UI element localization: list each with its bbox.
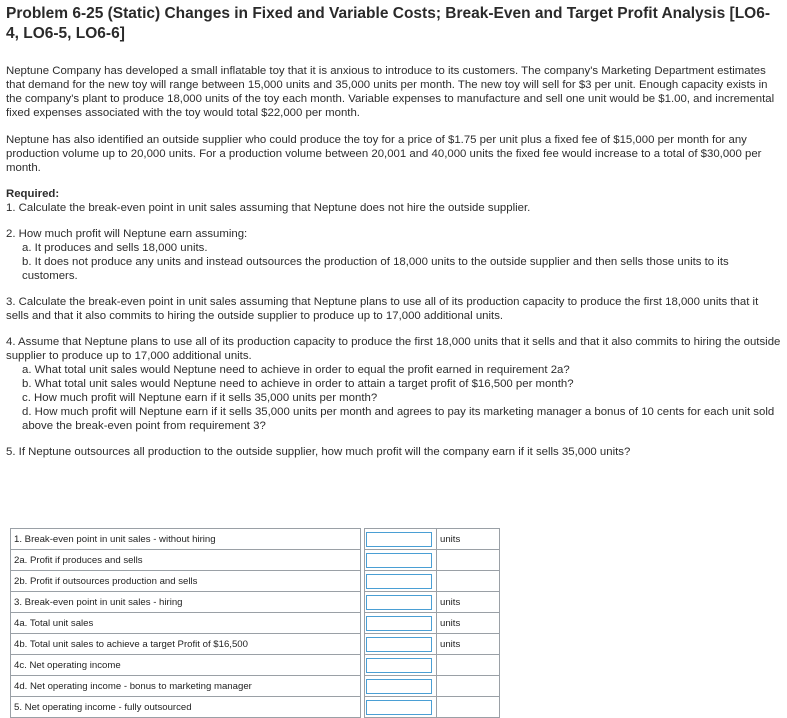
answer-unit-label	[437, 697, 500, 718]
answer-input-cell	[365, 634, 437, 655]
answer-input-cell	[365, 592, 437, 613]
answer-row	[11, 634, 500, 655]
answer-input[interactable]	[366, 595, 432, 610]
answer-row-label: 4c. Net operating income	[11, 655, 361, 676]
question-2-text: 2. How much profit will Neptune earn assuming:	[6, 228, 248, 240]
answer-input[interactable]	[366, 616, 432, 631]
answer-unit-label: units	[437, 592, 500, 613]
answer-input-cell	[365, 571, 437, 592]
answer-row-label: 2b. Profit if outsources production and sells	[11, 571, 361, 592]
question-4-text: 4. Assume that Neptune plans to use all of its production capacity to produce the first 18,000 units that it sells and that it also commits to hiring the outside supplier to produce up to 17,000 additional units.	[6, 336, 781, 362]
answer-row	[11, 676, 500, 697]
question-5: 5. If Neptune outsources all production to the outside supplier, how much profit will the company earn if it sells 35,000 units?	[6, 446, 631, 458]
answer-unit-label: units	[437, 529, 500, 550]
answer-input-cell	[365, 613, 437, 634]
answer-input[interactable]	[366, 637, 432, 652]
answer-input-cell	[365, 676, 437, 697]
answer-row-label: 2a. Profit if produces and sells	[11, 550, 361, 571]
answer-input-cell	[365, 697, 437, 718]
answer-input[interactable]	[366, 679, 432, 694]
answer-row	[11, 550, 500, 571]
question-2b: b. It does not produce any units and instead outsources the production of 18,000 units to the outside supplier and then sells those units to its customers.	[22, 256, 729, 282]
question-4b: b. What total unit sales would Neptune need to achieve in order to attain a target profit of $16,500 per month?	[22, 378, 574, 390]
answer-unit-label	[437, 571, 500, 592]
required-heading: Required:	[6, 188, 60, 200]
answer-row	[11, 529, 500, 550]
answer-row-label: 5. Net operating income - fully outsourced	[11, 697, 361, 718]
answer-row-label: 3. Break-even point in unit sales - hiring	[11, 592, 361, 613]
problem-content	[6, 4, 781, 459]
question-4a: a. What total unit sales would Neptune need to achieve in order to equal the profit earned in requirement 2a?	[22, 364, 570, 376]
answer-input[interactable]	[366, 532, 432, 547]
answer-unit-label	[437, 655, 500, 676]
answer-row-label: 1. Break-even point in unit sales - without hiring	[11, 529, 361, 550]
question-4c: c. How much profit will Neptune earn if it sells 35,000 units per month?	[22, 392, 378, 404]
answer-input[interactable]	[366, 700, 432, 715]
answer-row-label: 4a. Total unit sales	[11, 613, 361, 634]
answer-unit-label: units	[437, 634, 500, 655]
answer-row	[11, 592, 500, 613]
answer-unit-label: units	[437, 613, 500, 634]
problem-title: Problem 6-25 (Static) Changes in Fixed and Variable Costs; Break-Even and Target Profit Analysis [LO6-4, LO6-5, LO6-6]	[6, 5, 771, 42]
answer-input-cell	[365, 550, 437, 571]
answer-row-label: 4d. Net operating income - bonus to marketing manager	[11, 676, 361, 697]
problem-paragraph-2: Neptune has also identified an outside supplier who could produce the toy for a price of $1.75 per unit plus a fixed fee of $15,000 per month for any production volume up to 20,000 units. For a production volume between 20,001 and 40,000 units the fixed fee would increase to a total of $30,000 per month.	[6, 134, 762, 174]
question-1: 1. Calculate the break-even point in unit sales assuming that Neptune does not hire the outside supplier.	[6, 202, 531, 214]
answer-unit-label	[437, 676, 500, 697]
answer-input-cell	[365, 655, 437, 676]
answer-input[interactable]	[366, 658, 432, 673]
answer-row	[11, 571, 500, 592]
answer-input-cell	[365, 529, 437, 550]
answer-unit-label	[437, 550, 500, 571]
question-3: 3. Calculate the break-even point in unit sales assuming that Neptune plans to use all of its production capacity to produce the first 18,000 units that it sells and that it also commits to hiring the outside supplier to produce up to 17,000 additional units.	[6, 296, 759, 322]
answer-input[interactable]	[366, 574, 432, 589]
answer-row	[11, 655, 500, 676]
question-4d: d. How much profit will Neptune earn if it sells 35,000 units per month and agrees to pay its marketing manager a bonus of 10 cents for each unit sold above the break-even point from requirement 3?	[22, 406, 775, 432]
problem-paragraph-1: Neptune Company has developed a small inflatable toy that it is anxious to introduce to its customers. The company's Marketing Department estimates that demand for the new toy will range between 15,000 units and 35,000 units per month. The new toy will sell for $3 per unit. Enough capacity exists in the company's plant to produce 18,000 units of the toy each month. Variable expenses to manufacture and sell one unit would be $1.00, and incremental fixed expenses associated with the toy would total $22,000 per month.	[6, 65, 775, 119]
answer-table	[10, 528, 500, 718]
answer-row	[11, 613, 500, 634]
question-2	[6, 227, 781, 283]
question-2a: a. It produces and sells 18,000 units.	[22, 242, 208, 254]
answer-row	[11, 697, 500, 718]
question-4	[6, 335, 781, 433]
answer-row-label: 4b. Total unit sales to achieve a target Profit of $16,500	[11, 634, 361, 655]
answer-input[interactable]	[366, 553, 432, 568]
